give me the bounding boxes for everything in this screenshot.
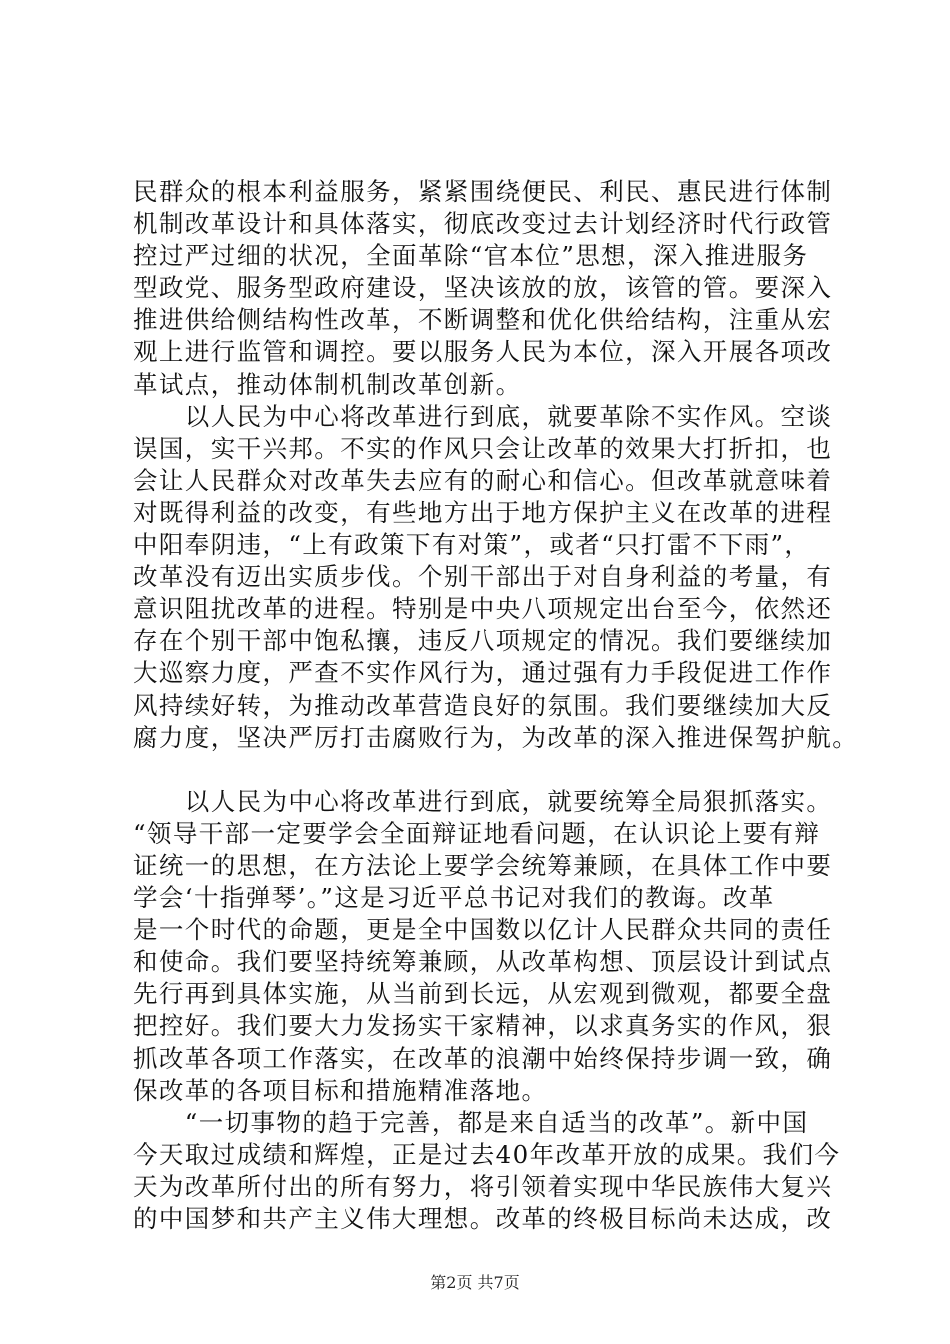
text-line: 中阳奉阴违，“上有政策下有对策”，或者“只打雷不下雨”，: [133, 530, 811, 560]
text-line: 是一个时代的命题，更是全中国数以亿计人民群众共同的责任: [133, 915, 833, 945]
text-line: 抓改革各项工作落实，在改革的浪潮中始终保持步调一致，确: [133, 1043, 833, 1073]
text-line: 以人民为中心将改革进行到底，就要革除不实作风。空谈: [133, 401, 833, 431]
text-line: “一切事物的趋于完善，都是来自适当的改革”。新中国: [133, 1107, 809, 1137]
text-line: 观上进行监管和调控。要以服务人民为本位，深入开展各项改: [133, 337, 833, 367]
text-line: 证统一的思想，在方法论上要学会统筹兼顾，在具体工作中要: [133, 850, 833, 880]
text-line: 民群众的根本利益服务，紧紧围绕便民、利民、惠民进行体制: [133, 177, 833, 206]
text-line: 会让人民群众对改革失去应有的耐心和信心。但改革就意味着: [133, 465, 833, 495]
text-line: 大巡察力度，严查不实作风行为，通过强有力手段促进工作作: [133, 658, 833, 688]
text-line: 意识阻扰改革的进程。特别是中央八项规定出台至今，依然还: [133, 594, 833, 624]
text-line: 风持续好转，为推动改革营造良好的氛围。我们要继续加大反: [133, 690, 833, 720]
document-body: [133, 176, 859, 1235]
paragraph-gap: [133, 754, 833, 786]
text-line: 机制改革设计和具体落实，彻底改变过去计划经济时代行政管: [133, 209, 833, 239]
text-line: 存在个别干部中饱私攘，违反八项规定的情况。我们要继续加: [133, 626, 833, 656]
text-line: 型政党、服务型政府建设，坚决该放的放，该管的管。要深入: [133, 273, 833, 303]
text-line: 腐力度，坚决严厉打击腐败行为，为改革的深入推进保驾护航。: [133, 722, 859, 752]
text-line: 推进供给侧结构性改革，不断调整和优化供给结构，注重从宏: [133, 305, 833, 335]
text-line: 今天取过成绩和辉煌，正是过去40年改革开放的成果。我们今: [133, 1139, 841, 1169]
text-line: 对既得利益的改变，有些地方出于地方保护主义在改革的进程: [133, 497, 833, 527]
text-line: 和使命。我们要坚持统筹兼顾，从改革构想、顶层设计到试点: [133, 947, 833, 977]
text-line: 控过严过细的状况，全面革除“官本位”思想，深入推进服务: [133, 241, 809, 271]
text-line: 把控好。我们要大力发扬实干家精神，以求真务实的作风，狠: [133, 1011, 833, 1041]
text-line: 误国，实干兴邦。不实的作风只会让改革的效果大打折扣，也: [133, 433, 833, 463]
text-line: 天为改革所付出的所有努力，将引领着实现中华民族伟大复兴: [133, 1171, 833, 1201]
text-line: “领导干部一定要学会全面辩证地看问题，在认识论上要有辩: [133, 818, 821, 848]
text-line: 学会‘十指弹琴’。”这是习近平总书记对我们的教诲。改革: [133, 883, 775, 913]
page-number-footer: 第2页 共7页: [430, 1273, 520, 1292]
text-line: 改革没有迈出实质步伐。个别干部出于对自身利益的考量，有: [133, 562, 833, 592]
text-line: 以人民为中心将改革进行到底，就要统筹全局狠抓落实。: [133, 786, 833, 816]
text-line: 保改革的各项目标和措施精准落地。: [133, 1075, 548, 1105]
text-line: 先行再到具体实施，从当前到长远，从宏观到微观，都要全盘: [133, 979, 833, 1009]
text-line: 革试点，推动体制机制改革创新。: [133, 369, 522, 399]
text-line: 的中国梦和共产主义伟大理想。改革的终极目标尚未达成，改: [133, 1204, 833, 1233]
